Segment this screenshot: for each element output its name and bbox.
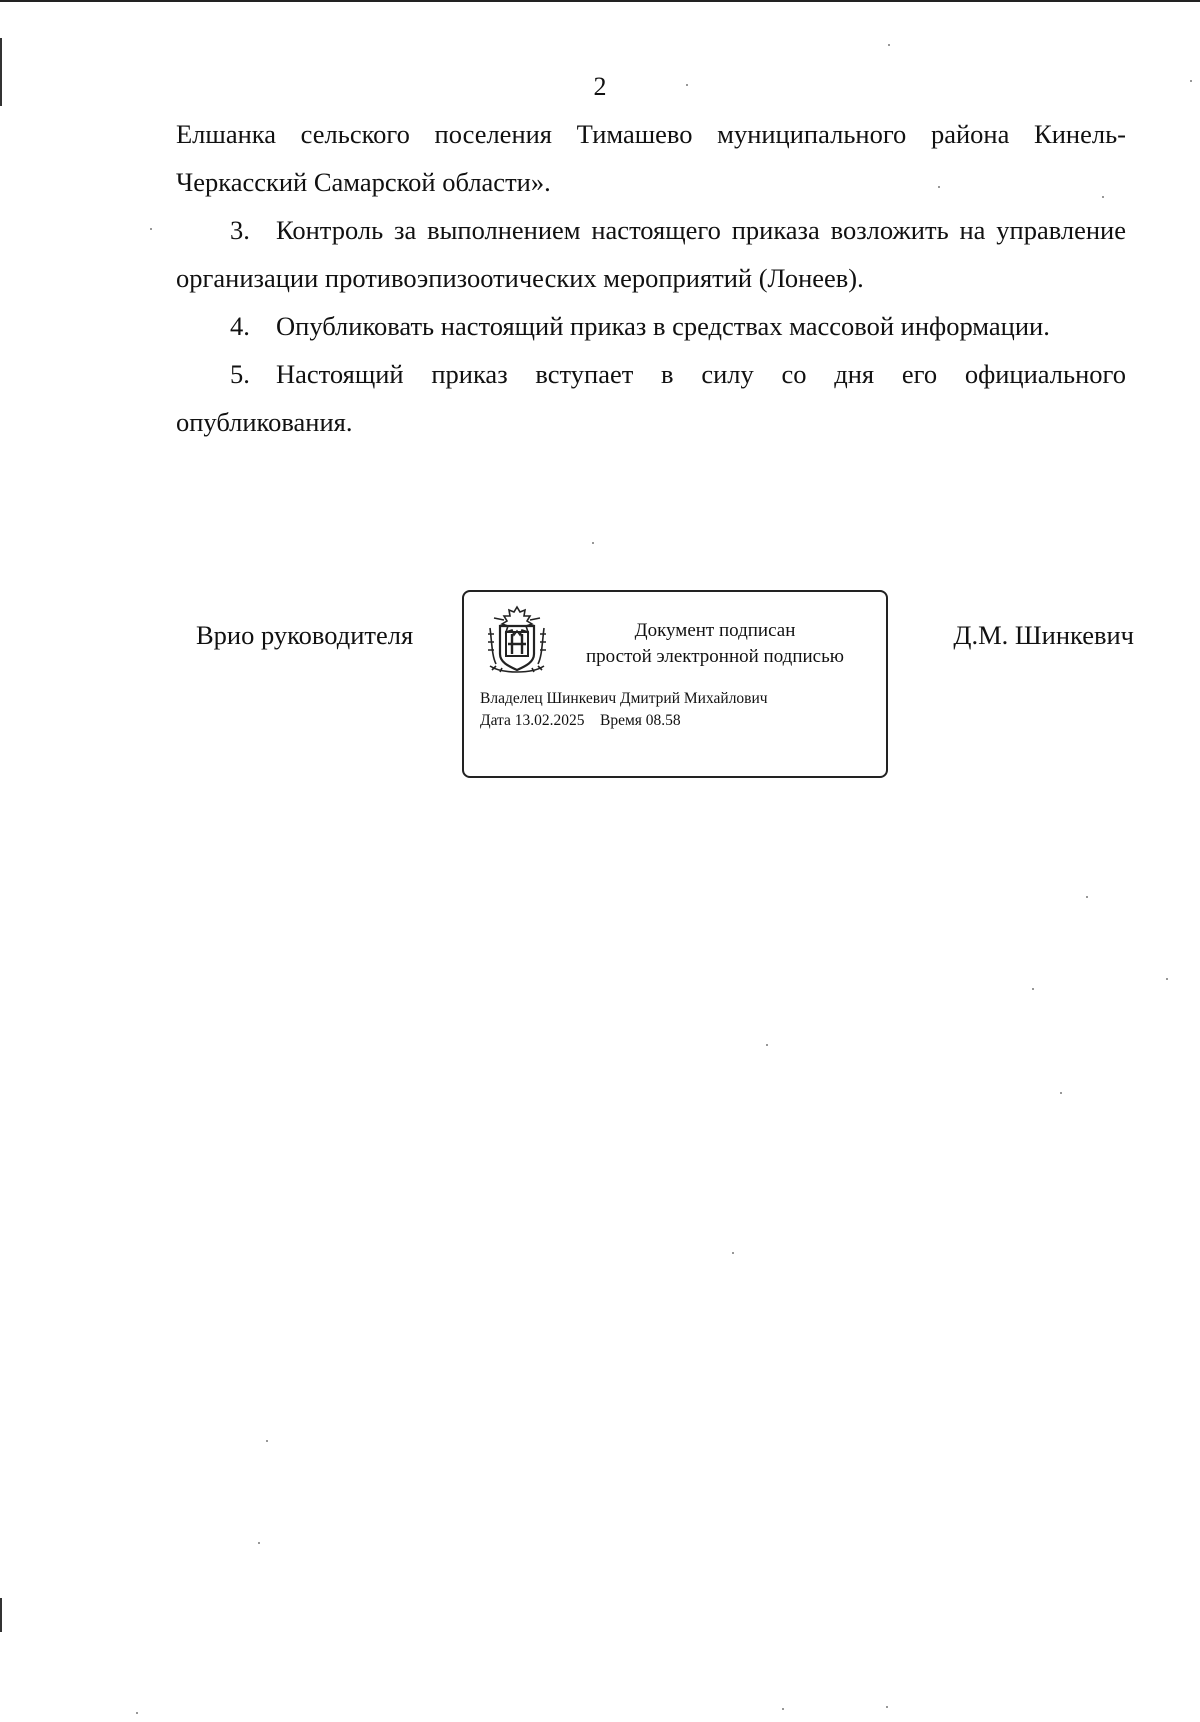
scan-speck: [258, 1542, 260, 1544]
scan-speck: [1086, 896, 1088, 898]
electronic-signature-stamp: [462, 590, 888, 778]
stamp-owner: Владелец Шинкевич Дмитрий Михайлович: [480, 690, 768, 707]
paragraph-3-number: 3.: [230, 215, 250, 245]
paragraph-2-continuation-line1: Елшанка сельского поселения Тимашево муниципального района Кинель-: [176, 119, 1126, 149]
scan-speck: [732, 1252, 734, 1254]
paragraph-5-text: Настоящий приказ вступает в силу со дня его официального опубликования.: [176, 359, 1126, 437]
scan-speck: [1166, 978, 1168, 980]
paragraph-3-text: Контроль за выполнением настоящего приказа возложить на управление организации противоэпизоотических мероприятий (Лонеев).: [176, 215, 1126, 293]
scan-speck: [886, 1706, 888, 1708]
stamp-time: Время 08.58: [600, 712, 681, 729]
scan-speck: [150, 228, 152, 230]
scan-top-border: [0, 0, 1200, 2]
scan-speck: [766, 1044, 768, 1046]
paragraph-4: [176, 302, 1126, 350]
coat-of-arms-icon: [482, 604, 552, 676]
paragraph-3: [176, 206, 1126, 302]
document-body: [176, 110, 1126, 446]
stamp-date: Дата 13.02.2025: [480, 712, 585, 729]
signer-position: Врио руководителя: [196, 620, 414, 650]
stamp-subheading: простой электронной подписью: [586, 646, 844, 667]
scan-speck: [1032, 988, 1034, 990]
paragraph-5-number: 5.: [230, 359, 250, 389]
scan-speck: [266, 1440, 268, 1442]
scan-speck: [136, 1712, 138, 1714]
paragraph-4-number: 4.: [230, 311, 250, 341]
scan-speck: [592, 542, 594, 544]
scan-margin-mark: [0, 1598, 2, 1632]
paragraph-2-continuation-line2: Черкасский Самарской области».: [176, 167, 551, 197]
stamp-datetime: [480, 712, 681, 730]
scan-speck: [1060, 1092, 1062, 1094]
scan-speck: [782, 1708, 784, 1710]
paragraph-5: [176, 350, 1126, 446]
scan-speck: [888, 44, 890, 46]
stamp-heading: Документ подписан: [634, 620, 796, 641]
paragraph-4-text: Опубликовать настоящий приказ в средствах массовой информации.: [276, 311, 1050, 341]
signer-name: Д.М. Шинкевич: [953, 620, 1134, 650]
page-number: 2: [593, 72, 607, 101]
